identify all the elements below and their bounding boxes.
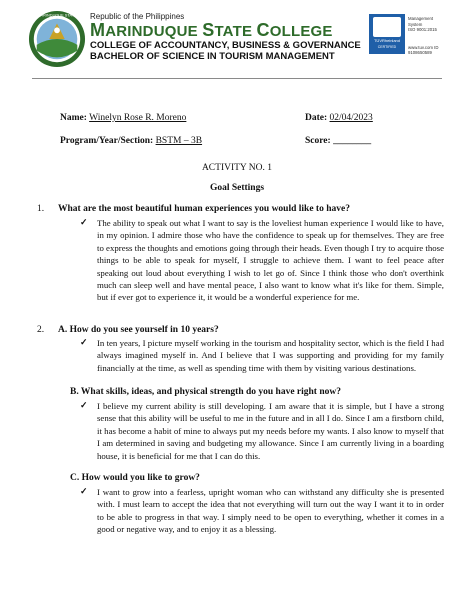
college-name: MARINDUQUE STATE COLLEGE [90, 20, 333, 40]
question-2c: C. How would you like to grow? [70, 473, 200, 483]
tuv-logo [369, 14, 405, 54]
activity-subtitle: Goal Settings [209, 183, 265, 193]
check-icon: ✓ [80, 217, 88, 227]
program-label: Program/Year/Section: [60, 136, 154, 146]
date-value: 02/04/2023 [329, 113, 373, 123]
question-number: 1. [37, 204, 45, 214]
activity-title: ACTIVITY NO. 1 [201, 163, 273, 173]
date-field [305, 113, 373, 123]
letterhead [90, 12, 361, 62]
program-field [60, 136, 202, 146]
check-icon: ✓ [80, 337, 88, 347]
question-text: A. How do you see yourself in 10 years? [58, 325, 219, 335]
name-label: Name: [60, 113, 87, 123]
cert-id: www.tuv.com ID 9108650589 [408, 44, 439, 55]
svg-text:MARINDUQUE STATE: MARINDUQUE STATE [37, 13, 77, 18]
republic-text: Republic of the Philippines [90, 12, 185, 21]
cert-line: ISO 9001:2015 [408, 27, 437, 32]
cert-line: Management [408, 16, 434, 21]
name-value: Winelyn Rose R. Moreno [89, 113, 187, 123]
answer-2b: I believe my current ability is still developing. I am aware that it is simple, but I have a strong sense that this ability will be useful to me in the future and in all I do. Since I am a firstborn child, it has become a habit of mine to always put my needs before my wants. I also know to myself that I am determined in saving and budgeting my allowance. Since I am currently living in a boarding house, it is beneficial for me that I can do this. [97, 401, 444, 461]
program-value: BSTM – 3B [155, 136, 203, 146]
answer-1: The ability to speak out what I want to say is the loveliest human experience I would like to have, in my opinion. I admire those who have the confidence to speak up for themselves. They are free to express the thoughts and emotions going through their heads. Even though I try to acquire those things to be able to speak for myself, I struggle to achieve them. I want to feel peace after speaking out loud about everything I wish to let go of. Since I think those who don't overthink much can sleep well and have mental peace, I also want to know what it's like for them. Simple, but if ever got to experience it, it would be a wonderful experience for me. [97, 218, 444, 303]
answer-2a: In ten years, I picture myself working in the tourism and hospitality sector, which is the field I had always imagined myself in. And I believe that I was supporting and providing for my family financially at the time, as well as spending time with them by visiting various destinations. [97, 338, 444, 373]
college-seal-logo [28, 10, 86, 68]
tuv-certified-text: CERTIFIED [377, 45, 397, 49]
question-number: 2. [37, 325, 45, 335]
tuv-brand-text: TÜVRheinland [373, 38, 400, 43]
question-2a [37, 325, 219, 335]
header-divider [32, 78, 442, 79]
question-2b: B. What skills, ideas, and physical strength do you have right now? [70, 387, 341, 397]
program-name: BACHELOR OF SCIENCE IN TOURISM MANAGEMENT [90, 51, 335, 62]
name-field [60, 113, 186, 123]
score-field [305, 136, 371, 146]
score-label: Score: [305, 136, 331, 146]
answer-2c: I want to grow into a fearless, upright woman who can withstand any difficulty she is presented with. I must learn to accept the idea that not everything will turn out the way I want it to in order to be able to progress in that way. I simply need to be open to everything, whether it comes in a good or negative way, and to enjoy it as a blessing. [97, 487, 444, 535]
check-icon: ✓ [80, 486, 88, 496]
cert-line: System [408, 21, 423, 27]
check-icon: ✓ [80, 400, 88, 410]
certification-info [408, 16, 455, 56]
score-value: ________ [333, 136, 372, 146]
date-label: Date: [305, 113, 328, 123]
iso-certification-badge [369, 14, 455, 54]
question-text: What are the most beautiful human experiences you would like to have? [58, 204, 350, 214]
question-1 [37, 204, 350, 214]
department-name: COLLEGE OF ACCOUNTANCY, BUSINESS & GOVERNANCE [90, 40, 361, 51]
